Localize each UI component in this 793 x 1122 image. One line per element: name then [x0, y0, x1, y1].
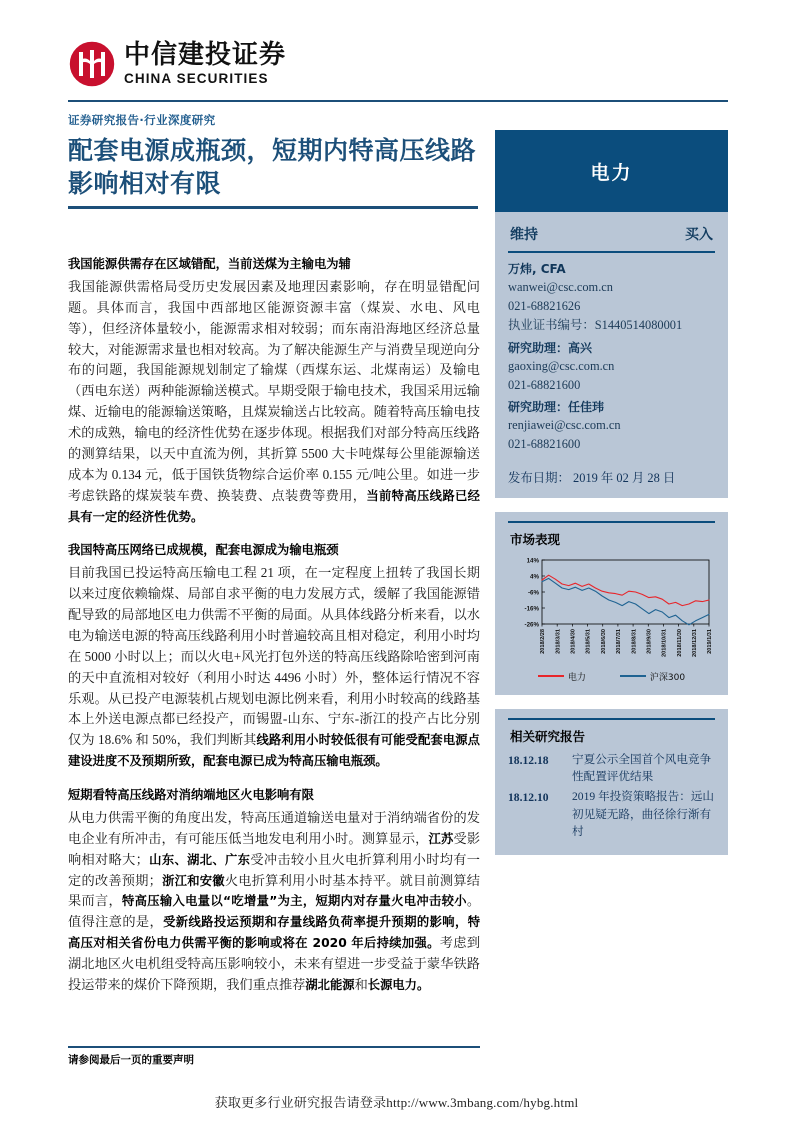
market-panel-toprule — [508, 521, 715, 523]
rating-row — [508, 221, 715, 251]
section-paragraph-2: 目前我国已投运特高压输电工程 21 项，在一定程度上扭转了我国长期以来过度依赖输煤、局部自求平衡的电力发展方式，缓解了我国能源错配导致的局部地区电力供需不平衡的局面。从具体线路分析来看，以水电为输送电源的特高压线路利用小时普遍较高且相对稳定，利用小时均在 5000 小时以上；而以火电+风光打包外送的特高压线路除哈密到河南的天中直流相对较好（利用小时达 4496 小时）外，整体运行情况不容乐观。从已投产电源装机占规划电源比例来看，利用小时较高的线路基本上外送电源点都已经投产，而锡盟-山东、宁东-浙江的投产占比分别仅为 18.6% 和 50%，我们判断其线路利用小时较低很有可能受配套电源点建设进度不及预期所致，配套电源已成为特高压输电瓶颈。 — [68, 565, 480, 769]
analyst-phone: 021-68821600 — [508, 437, 581, 452]
related-date: 18.12.10 — [508, 791, 549, 805]
list-item[interactable] — [508, 788, 715, 840]
source-url-note: 获取更多行业研究报告请登录http://www.3mbang.com/hybg.html — [214, 1095, 579, 1110]
analyst-phone: 021-68821626 — [508, 299, 581, 314]
analyst-license: 执业证书编号：S1440514080001 — [508, 318, 683, 333]
svg-text:2018/6/30: 2018/6/30 — [600, 628, 607, 654]
legend-swatch-power — [538, 675, 564, 678]
section-paragraph-1: 我国能源供需格局受历史发展因素及地理因素影响，存在明显错配问题。具体而言，我国中西部地区能源资源丰富（煤炭、水电、风电等），但经济体量较小，能源需求相对较弱；而东南沿海地区经济总量较大，对能源需求量也相对较高。为了解决能源生产与消费呈现逆向分布的问题，我国能源规划制定了输煤（西煤东运、北煤南运）及输电（西电东送）两种能源输送模式。早期受限于输电技术，我国采用远输煤、近输电的能源输送策略，且煤炭输送占比较高。随着特高压输电技术的成熟，输电的经济性优势在逐步体现。根据我们对部分特高压线路的测算结果，以天中直流为例，其折算 5500 大卡吨煤每公里能源输送成本为 0.134 元，低于国铁货物综合运价率 0.155 元/吨公里。如进一步考虑铁路的煤炭装车费、换装费、点装费等费用，当前特高压线路已经具有一定的经济性优势。 — [68, 279, 480, 524]
analyst-name: 研究助理：高兴 — [508, 340, 593, 355]
svg-text:-16%: -16% — [524, 605, 539, 613]
svg-text:2018/12/31: 2018/12/31 — [692, 628, 699, 657]
analyst-email[interactable]: renjiawei@csc.com.cn — [508, 418, 621, 433]
analyst-email[interactable]: wanwei@csc.com.cn — [508, 280, 613, 294]
rating-maintain-label: 维持 — [510, 227, 538, 243]
legend-label-csi300: 沪深300 — [649, 672, 686, 683]
section-paragraph-3: 从电力供需平衡的角度出发，特高压通道输送电量对于消纳端省份的发电企业有所冲击，有可能压低当地发电利用小时。测算显示，江苏受影响相对略大；山东、湖北、广东受冲击较小且火电折算利用小时均有一定的改善预期；浙江和安徽火电折算利用小时基本持平。就目前测算结果而言，特高压输入电量以“吃增量”为主，短期内对存量火电冲击较小。值得注意的是，受新线路投运预期和存量线路负荷率提升预期的影响，特高压对相关省份电力供需平衡的影响或将在 2020 年后持续加强。考虑到湖北地区火电机组受特高压影响较小，未来有望进一步受益于蒙华铁路投运带来的煤价下降预期，我们重点推荐湖北能源和长源电力。 — [68, 810, 481, 992]
section-heading-2: 我国特高压网络已成规模，配套电源成为输电瓶颈 — [68, 543, 339, 558]
analyst-name: 万炜, CFA — [508, 262, 566, 276]
svg-text:2018/9/30: 2018/9/30 — [646, 628, 653, 654]
svg-text:2018/3/31: 2018/3/31 — [555, 628, 562, 654]
title-underline — [68, 206, 478, 209]
svg-text:14%: 14% — [526, 557, 539, 565]
svg-text:-26%: -26% — [524, 621, 539, 629]
citic-logo-icon — [68, 40, 116, 88]
svg-text:2018/10/31: 2018/10/31 — [661, 628, 668, 657]
related-research-title: 相关研究报告 — [510, 728, 586, 744]
market-performance-title: 市场表现 — [510, 531, 561, 547]
publish-date: 发布日期： 2019 年 02 月 28 日 — [508, 470, 676, 485]
analyst-name: 研究助理：任佳玮 — [508, 400, 605, 415]
svg-text:2019/1/31: 2019/1/31 — [707, 628, 714, 654]
list-item[interactable] — [508, 751, 715, 786]
footer-divider — [68, 1046, 480, 1048]
section-heading-1: 我国能源供需存在区域错配，当前送煤为主输电为辅 — [68, 257, 351, 271]
analyst-block-1 — [508, 260, 715, 336]
header-divider — [68, 100, 728, 102]
sector-label: 电力 — [590, 161, 633, 184]
related-research-panel — [495, 709, 728, 856]
analyst-block-2 — [508, 339, 715, 395]
logo-name-en: CHINA SECURITIES — [124, 71, 269, 87]
svg-text:2018/4/30: 2018/4/30 — [570, 628, 577, 654]
sector-banner — [495, 130, 728, 212]
svg-text:2018/5/31: 2018/5/31 — [585, 628, 592, 654]
rating-divider — [508, 251, 715, 253]
logo-name-cn: 中信建投证券 — [124, 40, 287, 71]
market-performance-chart — [508, 554, 715, 672]
svg-text:-6%: -6% — [527, 589, 539, 597]
section-heading-3: 短期看特高压线路对消纳端地区火电影响有限 — [68, 788, 314, 802]
related-panel-toprule — [508, 718, 715, 720]
analyst-phone: 021-68821600 — [508, 377, 581, 392]
svg-text:2018/7/31: 2018/7/31 — [616, 628, 623, 654]
related-date: 18.12.18 — [508, 753, 549, 767]
related-title: 宁夏公示全国首个风电竞争性配置评优结果 — [572, 752, 712, 783]
company-logo — [68, 40, 286, 88]
analyst-block-3 — [508, 398, 715, 454]
page-title: 配套电源成瓶颈，短期内特高压线路影响相对有限 — [68, 136, 477, 198]
analyst-panel — [495, 212, 728, 498]
svg-text:2018/8/31: 2018/8/31 — [631, 628, 638, 654]
report-body — [68, 255, 480, 996]
title-block — [68, 112, 478, 209]
legend-swatch-csi300 — [620, 675, 646, 678]
legend-label-power: 电力 — [567, 672, 586, 683]
market-performance-panel — [495, 512, 728, 695]
svg-text:2018/11/30: 2018/11/30 — [676, 628, 683, 657]
analyst-email[interactable]: gaoxing@csc.com.cn — [508, 358, 615, 373]
sidebar — [495, 130, 728, 855]
svg-text:4%: 4% — [530, 573, 539, 581]
related-title: 2019 年投资策略报告：远山初见疑无路，曲径徐行渐有村 — [572, 790, 715, 839]
footer-disclaimer: 请参阅最后一页的重要声明 — [68, 1054, 194, 1066]
svg-text:2018/2/28: 2018/2/28 — [540, 628, 547, 654]
report-kicker: 证券研究报告·行业深度研究 — [68, 113, 216, 127]
rating-value: 买入 — [685, 227, 713, 243]
